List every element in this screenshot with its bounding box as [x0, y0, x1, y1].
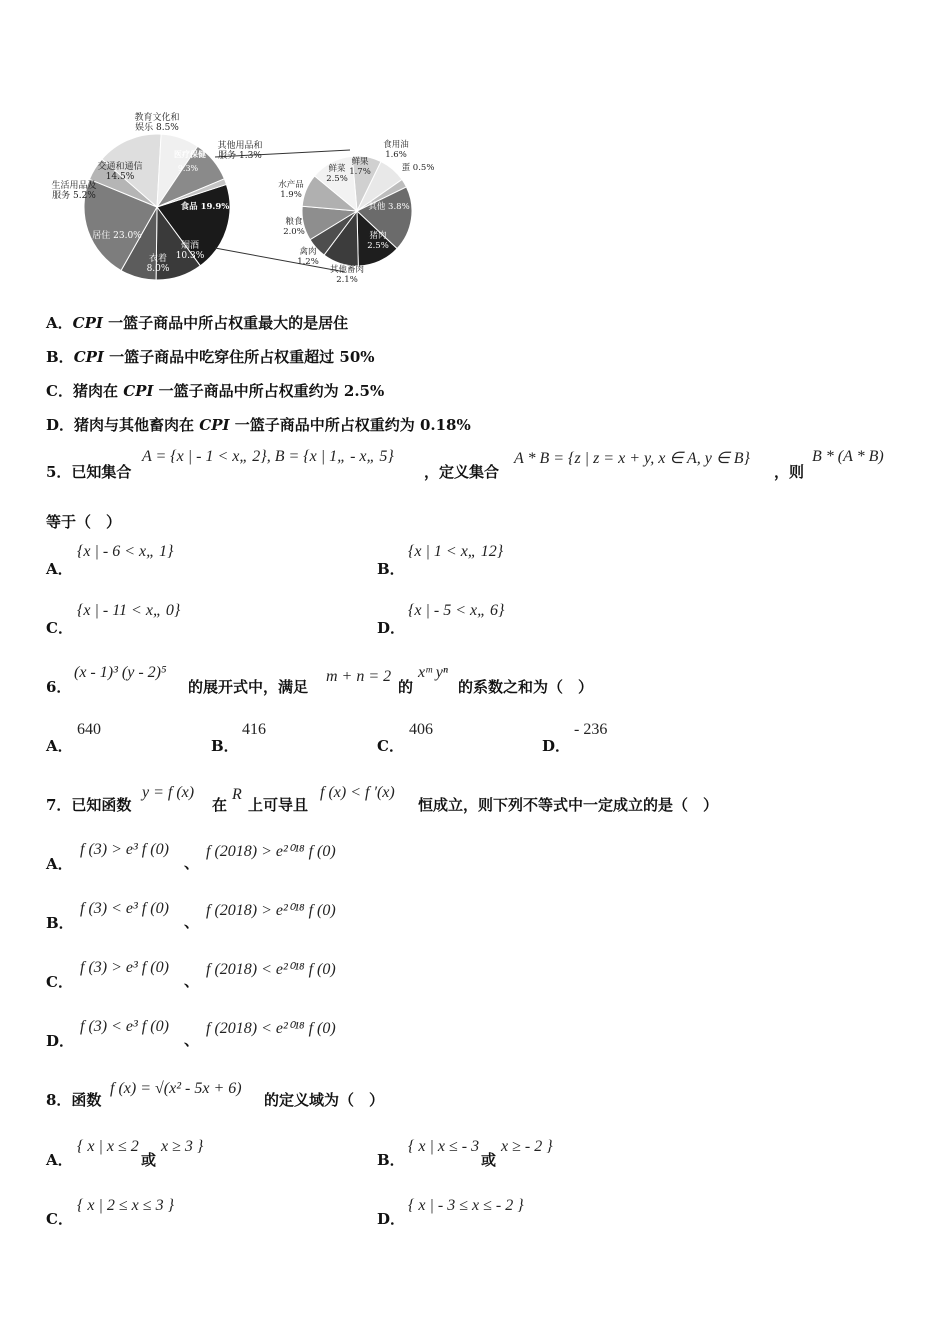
q7-option-c-sep: 、: [184, 972, 200, 990]
q8-option-c-label[interactable]: C．: [46, 1210, 73, 1228]
label-fruit: 鲜果: [351, 157, 369, 167]
q6-option-b-label[interactable]: B．: [211, 737, 239, 755]
q6-expression: (x - 1)³ (y - 2)⁵: [74, 664, 167, 681]
label-grain: 粮食: [285, 217, 303, 227]
q8-option-b-or: 或: [481, 1151, 497, 1169]
q6-option-a-label[interactable]: A．: [46, 737, 73, 755]
label-tob-value: 10.3%: [175, 251, 205, 261]
label-edu: 教育文化和: [134, 113, 180, 123]
label-oil-value: 1.6%: [385, 150, 407, 160]
q7-option-a-sep: 、: [184, 854, 200, 872]
q5-mid-text: ，定义集合: [424, 463, 500, 481]
q5-number: 5．已知集合: [46, 463, 132, 481]
q7-option-d-sep: 、: [184, 1031, 200, 1049]
label-pork-value: 2.5%: [367, 241, 389, 251]
q8-option-a-part1[interactable]: { x | x ≤ 2: [77, 1138, 139, 1155]
q8-number: 8．函数: [46, 1091, 102, 1109]
label-veg-value: 2.5%: [326, 174, 348, 184]
q7-option-c-part2[interactable]: f (2018) < e²⁰¹⁸ f (0): [206, 961, 336, 978]
q8-option-b-part2[interactable]: x ≥ - 2 }: [501, 1138, 553, 1155]
q7-option-b-label[interactable]: B．: [46, 914, 74, 932]
q5-option-b-label[interactable]: B．: [377, 560, 405, 578]
label-med-value: 9.3%: [177, 164, 199, 173]
q8-option-d[interactable]: { x | - 3 ≤ x ≤ - 2 }: [408, 1197, 524, 1214]
q4-option-c[interactable]: [46, 380, 384, 401]
option-text: 一篮子商品中吃穿住所占权重超过 50%: [109, 348, 375, 366]
q7-function: y = f (x): [142, 784, 195, 801]
label-food: 食品 19.9%: [180, 202, 230, 212]
cpi-pie-chart: [0, 100, 460, 300]
q7-option-b-sep: 、: [184, 913, 200, 931]
q8-option-b-label[interactable]: B．: [377, 1151, 405, 1169]
label-aqua: 水产品: [278, 180, 304, 190]
q6-text-1: 的展开式中，满足: [188, 678, 309, 696]
q7-option-b-part1[interactable]: f (3) < e³ f (0): [80, 900, 169, 917]
option-label: A．: [46, 314, 73, 332]
q5-then: ，则: [774, 463, 805, 481]
q7-option-d-part2[interactable]: f (2018) < e²⁰¹⁸ f (0): [206, 1020, 336, 1037]
label-grain-value: 2.0%: [283, 227, 305, 237]
q5-option-b[interactable]: {x | 1 < x„ 12}: [408, 543, 504, 560]
label-egg: 蛋 0.5%: [401, 163, 435, 173]
q5-option-d-label[interactable]: D．: [377, 619, 406, 637]
q7-option-a-part2[interactable]: f (2018) > e²⁰¹⁸ f (0): [206, 843, 336, 860]
q5-tail: 等于（ ）: [46, 513, 122, 531]
label-house: 居住 23.0%: [92, 231, 142, 241]
q7-number: 7．已知函数: [46, 796, 132, 814]
q7-condition: f (x) < f ′(x): [320, 784, 395, 801]
q6-option-c[interactable]: 406: [409, 721, 433, 738]
q7-domain-r: R: [232, 786, 242, 803]
label-trans: 交通和通信: [97, 162, 143, 172]
q6-number: 6．: [46, 678, 72, 696]
q6-option-d[interactable]: - 236: [574, 721, 608, 738]
label-poultry-value: 1.2%: [297, 257, 319, 267]
q8-text: 的定义域为（ ）: [264, 1091, 385, 1109]
q8-option-a-part2[interactable]: x ≥ 3 }: [161, 1138, 204, 1155]
label-oil: 食用油: [383, 140, 409, 150]
q5-option-c[interactable]: {x | - 11 < x„ 0}: [77, 602, 181, 619]
q7-option-a-label[interactable]: A．: [46, 855, 73, 873]
label-other-value: 服务 1.3%: [218, 151, 262, 161]
label-sub-other: 其他 3.8%: [368, 202, 410, 212]
label-veg: 鲜菜: [328, 164, 346, 174]
label-fruit-value: 1.7%: [349, 167, 371, 177]
q7-option-c-label[interactable]: C．: [46, 973, 73, 991]
label-pork: 猪肉: [369, 231, 387, 241]
option-prefix: 猪肉在: [72, 382, 118, 400]
label-meat: 其他畜肉: [329, 265, 365, 275]
q7-text-1: 在: [212, 796, 228, 814]
q6-condition: m + n = 2: [326, 668, 392, 685]
option-label: C．: [46, 382, 73, 400]
q7-text-3: 恒成立，则下列不等式中一定成立的是（ ）: [418, 796, 719, 814]
q7-text-2: 上可导且: [248, 796, 309, 814]
q6-text-2: 的: [398, 678, 414, 696]
q7-option-d-part1[interactable]: f (3) < e³ f (0): [80, 1018, 169, 1035]
q6-text-3: 的系数之和为（ ）: [458, 678, 594, 696]
option-label: D．: [46, 416, 75, 434]
label-edu-value: 娱乐 8.5%: [135, 123, 179, 133]
option-prefix: 猪肉与其他畜肉在: [74, 416, 195, 434]
label-life-value: 服务 5.2%: [52, 191, 96, 201]
label-poultry: 禽肉: [299, 247, 317, 257]
option-text: 一篮子商品中所占权重最大的是居住: [108, 314, 349, 332]
option-label: B．: [46, 348, 74, 366]
q5-expression: B * (A * B): [812, 448, 884, 465]
q4-option-b[interactable]: [46, 346, 375, 367]
label-meat-value: 2.1%: [336, 275, 358, 285]
q5-definition: A * B = {z | z = x + y, x ∈ A, y ∈ B}: [514, 450, 750, 467]
cpi-term: CPI: [73, 348, 104, 366]
label-med: 医疗保健: [174, 149, 206, 159]
q4-option-a[interactable]: [46, 312, 348, 333]
q8-option-a-label[interactable]: A．: [46, 1151, 73, 1169]
option-text: 一篮子商品中所占权重约为 2.5%: [158, 382, 385, 400]
q7-option-c-part1[interactable]: f (3) > e³ f (0): [80, 959, 169, 976]
cpi-term: CPI: [72, 314, 103, 332]
q7-option-a-part1[interactable]: f (3) > e³ f (0): [80, 841, 169, 858]
q7-option-d-label[interactable]: D．: [46, 1032, 75, 1050]
q8-option-c[interactable]: { x | 2 ≤ x ≤ 3 }: [77, 1197, 174, 1214]
label-cloth: 衣着: [148, 254, 168, 264]
q8-function: f (x) = √(x² - 5x + 6): [110, 1080, 242, 1097]
label-trans-value: 14.5%: [105, 172, 135, 182]
q5-option-a-label[interactable]: A．: [46, 560, 73, 578]
q8-option-d-label[interactable]: D．: [377, 1210, 406, 1228]
q8-option-a-or: 或: [141, 1151, 157, 1169]
label-cloth-value: 8.0%: [146, 264, 170, 274]
label-other: 其他用品和: [217, 141, 263, 151]
q6-option-a[interactable]: 640: [77, 721, 101, 738]
q4-option-d[interactable]: [46, 414, 471, 435]
q6-option-c-label[interactable]: C．: [377, 737, 404, 755]
q6-option-d-label[interactable]: D．: [542, 737, 571, 755]
q7-option-b-part2[interactable]: f (2018) > e²⁰¹⁸ f (0): [206, 902, 336, 919]
q8-option-b-part1[interactable]: { x | x ≤ - 3: [408, 1138, 480, 1155]
q5-option-d[interactable]: {x | - 5 < x„ 6}: [408, 602, 505, 619]
q5-set-ab: A = {x | - 1 < x„ 2}, B = {x | 1„ - x„ 5}: [142, 448, 394, 465]
q5-option-a[interactable]: {x | - 6 < x„ 1}: [77, 543, 174, 560]
label-tob: 烟酒: [180, 241, 200, 251]
label-life: 生活用品及: [51, 181, 97, 191]
q6-option-b[interactable]: 416: [242, 721, 266, 738]
cpi-term: CPI: [199, 416, 230, 434]
q5-option-c-label[interactable]: C．: [46, 619, 73, 637]
label-aqua-value: 1.9%: [280, 190, 302, 200]
q6-term: xᵐ yⁿ: [418, 664, 448, 681]
cpi-term: CPI: [123, 382, 154, 400]
option-text: 一篮子商品中所占权重约为 0.18%: [234, 416, 471, 434]
